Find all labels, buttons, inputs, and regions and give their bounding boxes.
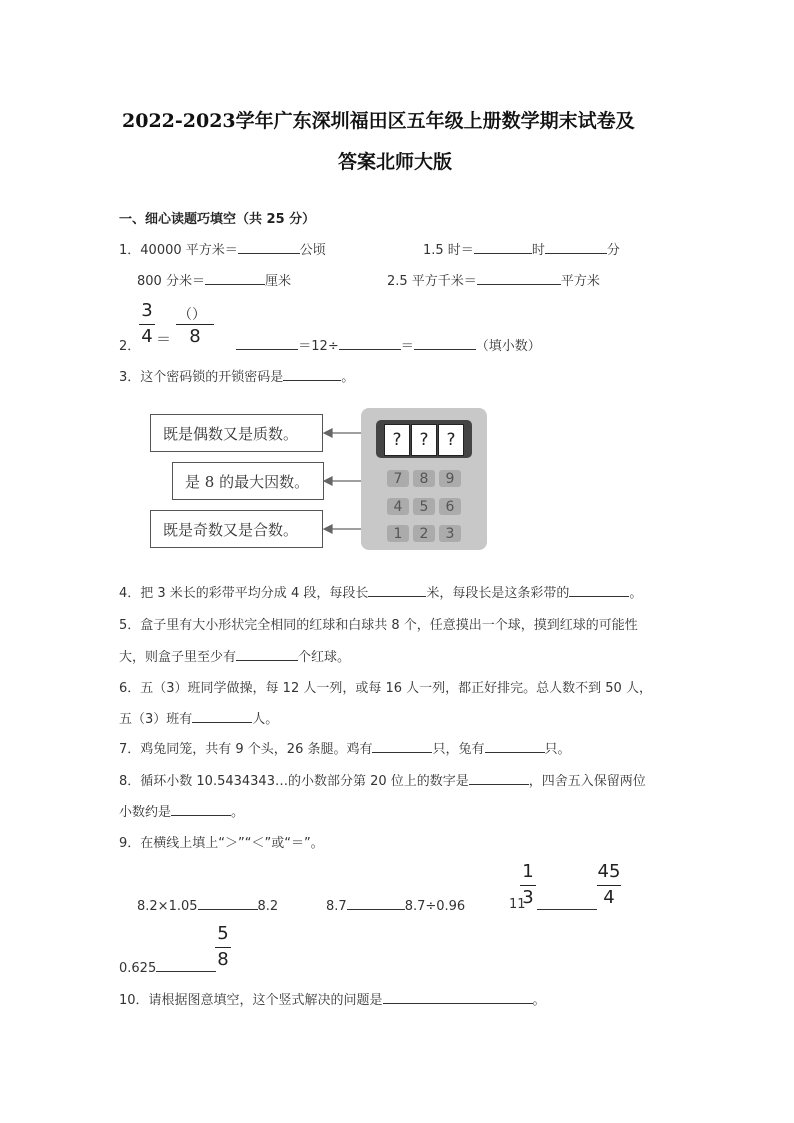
q1b-unit: 分 <box>606 243 620 258</box>
q2-mid2: ＝ <box>400 339 414 354</box>
question-6-line1: 6．五（3）班同学做操，每 12 人一列，或每 16 人一列，都正好排完。总人数不到 50 人， <box>119 681 652 696</box>
answer-blank[interactable] <box>238 241 300 254</box>
answer-blank[interactable] <box>537 897 597 910</box>
q1d-prefix: 2.5 平方千米＝ <box>387 274 477 289</box>
clue-box-2: 是 8 的最大因数。 <box>172 462 324 500</box>
q1a-prefix: 1．40000 平方米＝ <box>119 243 238 258</box>
combination-lock <box>361 408 487 550</box>
key-3: 3 <box>439 525 461 542</box>
question-8-line2 <box>119 801 244 820</box>
answer-blank[interactable] <box>372 740 432 753</box>
display-digit-3: ? <box>438 424 464 456</box>
display-digit-2: ? <box>411 424 437 456</box>
q7-a: 7．鸡兔同笼，共有 9 个头，26 条腿。鸡有 <box>119 742 373 757</box>
answer-blank[interactable] <box>192 710 252 723</box>
q2-suffix: （填小数） <box>475 339 541 354</box>
q6-line2a: 五（3）班有 <box>119 712 193 727</box>
answer-blank[interactable] <box>368 584 426 597</box>
q9-e3-right-bar <box>597 885 621 886</box>
q8-line2a: 小数约是 <box>119 805 172 820</box>
question-1a <box>119 239 326 258</box>
answer-blank[interactable] <box>339 337 401 350</box>
q3-suffix: 。 <box>341 370 355 385</box>
q9-e3-denominator: 3 <box>522 887 534 908</box>
answer-blank[interactable] <box>205 272 265 285</box>
q9-e3-numerator: 1 <box>522 861 534 882</box>
answer-blank[interactable] <box>236 648 298 661</box>
answer-blank[interactable] <box>477 272 561 285</box>
key-9: 9 <box>439 470 461 487</box>
question-7 <box>119 738 571 757</box>
q9-e3-whole: 11 <box>509 897 526 912</box>
q9-e4-bar <box>215 947 231 948</box>
q9-e2b: 8.7÷0.96 <box>404 899 466 914</box>
display-digit-1: ? <box>384 424 410 456</box>
question-1d <box>387 270 600 289</box>
question-10 <box>119 989 546 1008</box>
q5-line2b: 个红球。 <box>298 650 351 665</box>
q9-expr4 <box>119 959 216 976</box>
answer-blank[interactable] <box>171 803 231 816</box>
key-6: 6 <box>439 498 461 515</box>
key-2: 2 <box>413 525 435 542</box>
answer-blank[interactable] <box>283 368 341 381</box>
q8-line1a: 8．循环小数 10.5434343…的小数部分第 20 位上的数字是 <box>119 774 469 789</box>
question-9: 9．在横线上填上“＞”“＜”或“＝”。 <box>119 836 324 851</box>
q2-mid1: ＝12÷ <box>298 339 339 354</box>
answer-blank[interactable] <box>569 584 629 597</box>
q8-line2b: 。 <box>231 805 245 820</box>
q4-a: 4．把 3 米长的彩带平均分成 4 段，每段长 <box>119 586 369 601</box>
q5-line2a: 大，则盒子里至少有 <box>119 650 237 665</box>
question-6-line2 <box>119 708 278 727</box>
answer-blank[interactable] <box>474 241 532 254</box>
q7-b: 只，兔有 <box>432 742 485 757</box>
q2-frac1-denominator: 4 <box>141 326 153 347</box>
q9-e3-bar <box>520 885 536 886</box>
q9-e3-right-denominator: 4 <box>603 887 615 908</box>
question-1c <box>137 270 291 289</box>
answer-blank[interactable] <box>414 337 476 350</box>
doc-title-line1: 2022-2023学年广东深圳福田区五年级上册数学期末试卷及 <box>122 110 635 132</box>
answer-blank[interactable] <box>469 772 529 785</box>
q2-frac2-bar <box>176 324 214 325</box>
q9-e4a: 0.625 <box>119 961 157 976</box>
question-5-line2 <box>119 646 350 665</box>
q2-frac2-numerator: （） <box>178 307 206 323</box>
question-2 <box>119 335 541 354</box>
q4-b: 米，每段长是这条彩带的 <box>426 586 570 601</box>
clue-box-1: 既是偶数又是质数。 <box>150 414 323 452</box>
answer-blank[interactable] <box>347 897 405 910</box>
q1c-unit: 厘米 <box>264 274 291 289</box>
answer-blank[interactable] <box>545 241 607 254</box>
doc-title-line2: 答案北师大版 <box>338 151 453 173</box>
q9-e4-denominator: 8 <box>217 949 229 970</box>
q10-text: 10．请根据图意填空，这个竖式解决的问题是 <box>119 993 383 1008</box>
answer-blank[interactable] <box>485 740 545 753</box>
clue-box-3: 既是奇数又是合数。 <box>150 510 323 548</box>
lock-display <box>376 420 472 458</box>
key-1: 1 <box>387 525 409 542</box>
q9-e2a: 8.7 <box>326 899 347 914</box>
q9-e3-blank-wrap <box>537 897 597 914</box>
q1a-unit: 公顷 <box>299 243 326 258</box>
q9-e1a: 8.2×1.05 <box>137 899 198 914</box>
q2-frac2-denominator: 8 <box>189 326 201 347</box>
q8-line1b: ，四舍五入保留两位 <box>528 774 646 789</box>
q6-line2b: 人。 <box>252 712 279 727</box>
q2-equals: ＝ <box>156 330 172 348</box>
q1b-prefix: 1.5 时＝ <box>423 243 474 258</box>
answer-blank[interactable] <box>156 959 216 972</box>
q4-c: 。 <box>629 586 643 601</box>
q10-suffix: 。 <box>532 993 546 1008</box>
question-1b <box>423 239 620 258</box>
question-4 <box>119 582 642 601</box>
q7-c: 只。 <box>544 742 571 757</box>
q1c-prefix: 800 分米＝ <box>137 274 205 289</box>
q2-prefix: 2． <box>119 339 141 354</box>
q9-e1b: 8.2 <box>257 899 279 914</box>
key-7: 7 <box>387 470 409 487</box>
q1b-mid: 时 <box>531 243 545 258</box>
question-5-line1: 5．盒子里有大小形状完全相同的红球和白球共 8 个，任意摸出一个球，摸到红球的可能性 <box>119 618 638 633</box>
q9-expr1 <box>137 897 278 914</box>
key-8: 8 <box>413 470 435 487</box>
q2-frac1-numerator: 3 <box>141 300 153 321</box>
q1d-unit: 平方米 <box>560 274 600 289</box>
q9-expr2 <box>326 897 465 914</box>
answer-blank[interactable] <box>236 337 298 350</box>
answer-blank[interactable] <box>198 897 258 910</box>
answer-blank[interactable] <box>383 991 533 1004</box>
question-8-line1 <box>119 770 646 789</box>
key-5: 5 <box>413 498 435 515</box>
q2-frac1-bar <box>139 324 155 325</box>
section-heading: 一、细心读题巧填空（共 25 分） <box>119 212 316 227</box>
q9-e3-right-numerator: 45 <box>597 861 621 882</box>
q9-e4-numerator: 5 <box>217 923 229 944</box>
question-3 <box>119 366 354 385</box>
q3-text: 3．这个密码锁的开锁密码是 <box>119 370 284 385</box>
key-4: 4 <box>387 498 409 515</box>
